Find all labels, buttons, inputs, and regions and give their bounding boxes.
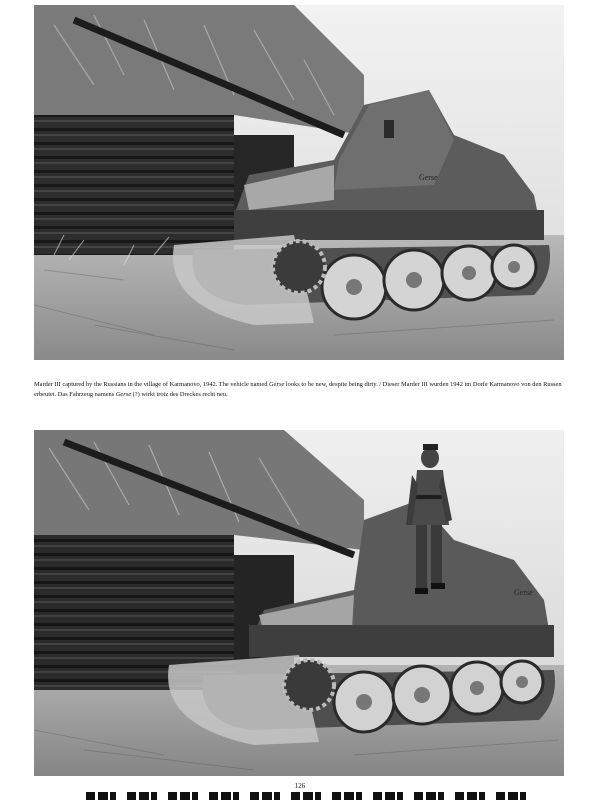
caption-part-1: Marder III captured by the Russians in the village of Karmanovo, 1942. The vehicle named xyxy=(34,381,270,388)
photo-top xyxy=(34,5,564,360)
caption-tank-name-en: Gerse xyxy=(269,381,285,388)
tank-photo-top-image xyxy=(34,5,564,360)
photo-bottom xyxy=(34,430,564,776)
caption-tank-name-de: Gerse xyxy=(115,391,132,398)
tank-name-marking: Gerse xyxy=(419,173,438,182)
cropped-next-heading xyxy=(86,792,526,800)
caption-part-3: (?) wirkt trotz des Dreckes recht neu. xyxy=(131,391,228,398)
photo-caption xyxy=(34,380,566,400)
caption-part-2: looks to be new, despite being dirty. / Dieser Marder III wurden 1942 im Dorfe Karmanovo von den Russen erbeutet. Das Fahrzeug namens xyxy=(34,381,562,398)
tank-photo-bottom-image xyxy=(34,430,564,776)
tank-name-marking: Gerse xyxy=(514,588,533,597)
page-number: 126 xyxy=(294,782,306,790)
